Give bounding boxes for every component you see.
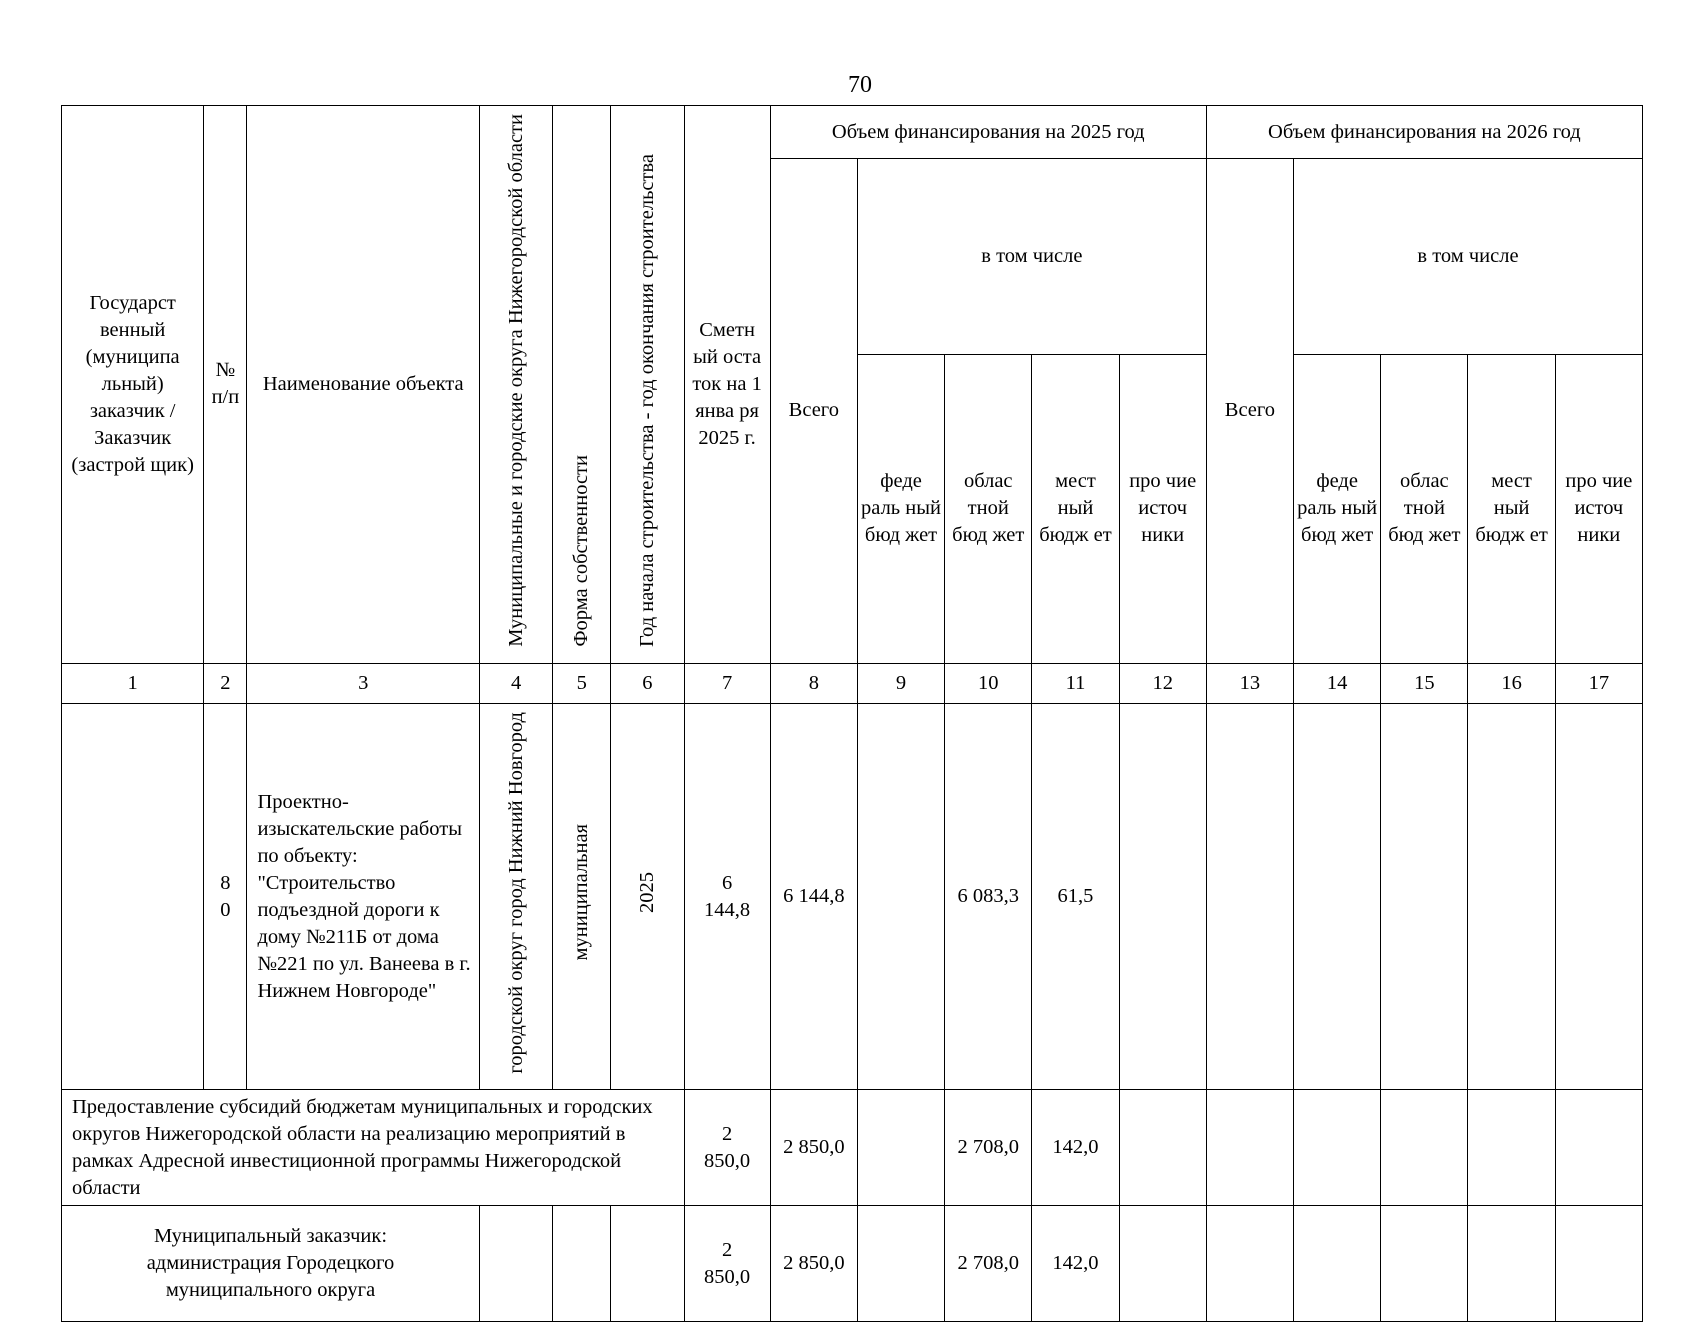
object-num: 8 0 bbox=[204, 703, 247, 1090]
col-number: 14 bbox=[1294, 663, 1381, 703]
col-number: 4 bbox=[480, 663, 553, 703]
customer-local-2026 bbox=[1468, 1206, 1555, 1322]
customer-federal-2026 bbox=[1294, 1206, 1381, 1322]
col-number: 9 bbox=[857, 663, 944, 703]
customer-district bbox=[480, 1206, 553, 1322]
object-other-2025 bbox=[1119, 703, 1206, 1090]
object-federal-2026 bbox=[1294, 703, 1381, 1090]
header-federal-2026: феде раль ный бюд жет bbox=[1294, 354, 1381, 663]
customer-local-2025: 142,0 bbox=[1032, 1206, 1119, 1322]
subsidy-regional-2025: 2 708,0 bbox=[945, 1090, 1032, 1206]
header-total-2025: Всего bbox=[770, 159, 857, 664]
column-numbers-row bbox=[62, 663, 1643, 703]
header-remainder: Сметн ый оста ток на 1 янва ря 2025 г. bbox=[684, 106, 770, 664]
col-number: 10 bbox=[945, 663, 1032, 703]
header-funding-2025: Объем финансирования на 2025 год bbox=[770, 106, 1206, 159]
subsidy-total-2026 bbox=[1206, 1090, 1293, 1206]
header-regional-2025: облас тной бюд жет bbox=[945, 354, 1032, 663]
customer-total-2026 bbox=[1206, 1206, 1293, 1322]
subsidy-local-2025: 142,0 bbox=[1032, 1090, 1119, 1206]
customer-remainder: 2 850,0 bbox=[684, 1206, 770, 1322]
header-ownership-cell bbox=[553, 106, 611, 664]
col-number: 2 bbox=[204, 663, 247, 703]
object-ownership: муниципальная bbox=[570, 824, 593, 961]
customer-year bbox=[611, 1206, 684, 1322]
object-local-2025: 61,5 bbox=[1032, 703, 1119, 1090]
object-name: Проектно-изыскательские работы по объекту: "Строительство подъездной дороги к дому №211Б от дома №221 по ул. Ванеева в г. Нижнем Новгороде" bbox=[247, 703, 480, 1090]
customer-ownership bbox=[553, 1206, 611, 1322]
header-districts: Муниципальные и городские округа Нижегородской области bbox=[504, 114, 527, 647]
col-number: 6 bbox=[611, 663, 684, 703]
header-including-2026: в том числе bbox=[1294, 159, 1643, 355]
col-number: 1 bbox=[62, 663, 204, 703]
col-number: 8 bbox=[770, 663, 857, 703]
header-total-2026: Всего bbox=[1206, 159, 1293, 664]
object-year-cell bbox=[611, 703, 684, 1090]
header-local-2026: мест ный бюдж ет bbox=[1468, 354, 1555, 663]
customer-regional-2025: 2 708,0 bbox=[945, 1206, 1032, 1322]
customer-regional-2026 bbox=[1381, 1206, 1468, 1322]
col-number: 17 bbox=[1555, 663, 1642, 703]
subsidy-total-2025: 2 850,0 bbox=[770, 1090, 857, 1206]
header-federal-2025: феде раль ный бюд жет bbox=[857, 354, 944, 663]
subsidy-regional-2026 bbox=[1381, 1090, 1468, 1206]
object-district: городской округ город Нижний Новгород bbox=[504, 711, 527, 1074]
subsidy-other-2025 bbox=[1119, 1090, 1206, 1206]
object-other-2026 bbox=[1555, 703, 1642, 1090]
object-remainder: 6 144,8 bbox=[684, 703, 770, 1090]
subsidy-label: Предоставление субсидий бюджетам муниципальных и городских округов Нижегородской области на реализацию мероприятий в рамках Адресной инвестиционной программы Нижегородской области bbox=[62, 1090, 685, 1206]
object-year: 2025 bbox=[635, 872, 658, 914]
table-row-subsidy bbox=[62, 1090, 1643, 1206]
header-districts-cell bbox=[480, 106, 553, 664]
header-years: Год начала строительства - год окончания строительства bbox=[635, 153, 658, 647]
col-number: 16 bbox=[1468, 663, 1555, 703]
object-total-2025: 6 144,8 bbox=[770, 703, 857, 1090]
object-customer-cell bbox=[62, 703, 204, 1090]
header-other-2026: про чие источ ники bbox=[1555, 354, 1642, 663]
customer-other-2025 bbox=[1119, 1206, 1206, 1322]
header-customer: Государст венный (муниципа льный) заказчик / Заказчик (застрой щик) bbox=[62, 106, 204, 664]
col-number: 11 bbox=[1032, 663, 1119, 703]
header-ownership: Форма собственности bbox=[570, 455, 593, 647]
subsidy-federal-2026 bbox=[1294, 1090, 1381, 1206]
subsidy-federal-2025 bbox=[857, 1090, 944, 1206]
header-including-2025: в том числе bbox=[857, 159, 1206, 355]
header-funding-2026: Объем финансирования на 2026 год bbox=[1206, 106, 1642, 159]
subsidy-local-2026 bbox=[1468, 1090, 1555, 1206]
object-local-2026 bbox=[1468, 703, 1555, 1090]
object-total-2026 bbox=[1206, 703, 1293, 1090]
customer-total-2025: 2 850,0 bbox=[770, 1206, 857, 1322]
header-object-name: Наименование объекта bbox=[247, 106, 480, 664]
col-number: 5 bbox=[553, 663, 611, 703]
object-regional-2025: 6 083,3 bbox=[945, 703, 1032, 1090]
table-row-customer bbox=[62, 1206, 1643, 1322]
header-regional-2026: облас тной бюд жет bbox=[1381, 354, 1468, 663]
customer-label: Муниципальный заказчик: администрация Городецкого муниципального округа bbox=[62, 1206, 480, 1322]
col-number: 12 bbox=[1119, 663, 1206, 703]
object-regional-2026 bbox=[1381, 703, 1468, 1090]
investment-table bbox=[61, 105, 1643, 1322]
col-number: 13 bbox=[1206, 663, 1293, 703]
customer-other-2026 bbox=[1555, 1206, 1642, 1322]
header-local-2025: мест ный бюдж ет bbox=[1032, 354, 1119, 663]
object-ownership-cell bbox=[553, 703, 611, 1090]
col-number: 7 bbox=[684, 663, 770, 703]
object-federal-2025 bbox=[857, 703, 944, 1090]
col-number: 3 bbox=[247, 663, 480, 703]
header-years-cell bbox=[611, 106, 684, 664]
subsidy-remainder: 2 850,0 bbox=[684, 1090, 770, 1206]
object-district-cell bbox=[480, 703, 553, 1090]
subsidy-other-2026 bbox=[1555, 1090, 1642, 1206]
col-number: 15 bbox=[1381, 663, 1468, 703]
table-row-object bbox=[62, 703, 1643, 1090]
page-number: 70 bbox=[848, 72, 872, 98]
customer-federal-2025 bbox=[857, 1206, 944, 1322]
header-num: № п/п bbox=[204, 106, 247, 664]
header-other-2025: про чие источ ники bbox=[1119, 354, 1206, 663]
